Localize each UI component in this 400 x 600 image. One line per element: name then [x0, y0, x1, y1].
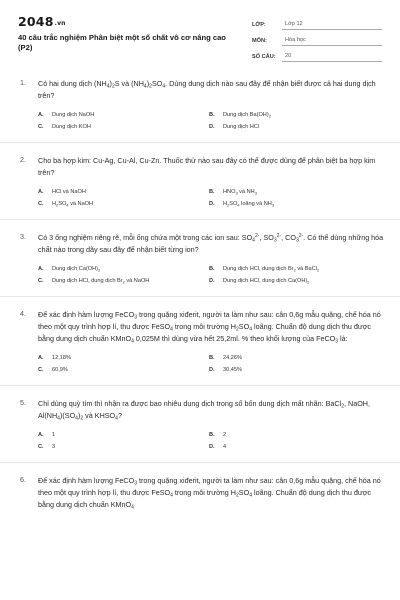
answer-option[interactable] [209, 444, 380, 450]
question-item [0, 297, 400, 386]
question-number: 2. [20, 155, 26, 164]
answer-option[interactable] [38, 278, 209, 284]
answer-option[interactable] [209, 432, 380, 438]
option-text: Dung dịch HCl [223, 124, 260, 130]
answer-options [38, 355, 384, 385]
question-number: 5. [20, 398, 26, 407]
option-letter: D. [209, 201, 215, 207]
question-item [0, 463, 400, 511]
question-number: 4. [20, 309, 26, 318]
answer-options [38, 432, 384, 462]
option-letter: B. [209, 432, 215, 438]
answer-option[interactable] [38, 112, 209, 118]
question-text: Để xác định hàm lượng FeCO$_3$ trong quặng xiđerit, người ta làm như sau: cân 0,6g mẫu quặng, chế hóa nó theo một quy trình hợp lí, thu được FeSO$_4$ trong môi trường $H_2SO_4$ loãng. Chuẩn độ dung dịch thu được bằng dung dịch chuẩn KMnO$_4$ 0,025M thì dùng vừa hết 25,2ml. % theo khối lượng của FeCO$_3$ là: [38, 310, 381, 345]
option-letter: D. [209, 444, 215, 450]
answer-options [38, 189, 384, 219]
option-text: Dung dịch $Ca(OH)_2$ [52, 266, 101, 273]
option-text: 24,26% [223, 355, 242, 361]
question-list [0, 78, 400, 511]
answer-option[interactable] [209, 189, 380, 195]
option-text: HCl và NaOH [52, 189, 86, 195]
option-text: 4 [223, 444, 227, 450]
option-text: 1 [52, 432, 56, 438]
option-letter: A. [38, 355, 44, 361]
option-text: 3 [52, 444, 56, 450]
question-number: 1. [20, 78, 26, 87]
option-letter: B. [209, 112, 215, 118]
option-text: Dung dịch KOH [52, 124, 91, 130]
option-text: $H_2SO_4$ loãng và $NH_3$ [223, 201, 275, 208]
meta-row-count [252, 46, 382, 62]
option-text: 2 [223, 432, 227, 438]
answer-option[interactable] [38, 124, 209, 130]
meta-info [252, 14, 382, 62]
answer-option[interactable] [209, 278, 380, 284]
option-text: 60,9% [52, 367, 68, 373]
answer-option[interactable] [209, 355, 380, 361]
answer-option[interactable] [38, 201, 209, 207]
question-number: 6. [20, 475, 26, 484]
option-letter: B. [209, 189, 215, 195]
logo-text: 2048 [18, 14, 54, 29]
answer-option[interactable] [38, 367, 209, 373]
option-text: 12,18% [52, 355, 71, 361]
question-item [0, 78, 400, 143]
question-number: 3. [20, 232, 26, 241]
option-letter: C. [38, 367, 44, 373]
answer-option[interactable] [209, 112, 380, 118]
meta-row-class [252, 14, 382, 30]
option-text: Dung dịch $Ba(OH)_2$ [223, 112, 271, 119]
option-letter: A. [38, 189, 44, 195]
option-letter: D. [209, 124, 215, 130]
meta-label: LỚP: [252, 22, 266, 28]
option-letter: A. [38, 112, 44, 118]
question-item [0, 143, 400, 220]
option-letter: B. [209, 266, 215, 272]
option-text: Dung dịch NaOH [52, 112, 95, 118]
meta-row-subject [252, 30, 382, 46]
question-text: Chỉ dùng quỳ tím thì nhận ra được bao nhiêu dung dịch trong số bốn dung dịch mất nhãn: BaCl$_2$, NaOH, $Al(NH_4)(SO_4)_2$ và $KHSO_4$? [38, 399, 370, 422]
option-letter: B. [209, 355, 215, 361]
option-text: $H_2SO_4$ và NaOH [52, 201, 94, 208]
option-text: $HNO_3$ và $NH_3$ [223, 189, 257, 196]
page-title: 40 câu trắc nghiệm Phân biệt một số chất vô cơ nâng cao (P2) [18, 33, 226, 52]
answer-option[interactable] [38, 189, 209, 195]
option-letter: C. [38, 444, 44, 450]
option-text: Dung dịch HCl, dung dịch $Br_2$ và NaOH [52, 278, 150, 285]
answer-options [38, 112, 384, 142]
meta-label: SỐ CÂU: [252, 54, 276, 60]
question-text: Có hai dung dịch $(NH_4)_2S$ và $(NH_4)_2SO_4$. Dùng dung dịch nào sau đây để nhận biết được cả hai dung dịch trên? [38, 79, 376, 100]
option-text: 30,45% [223, 367, 242, 373]
answer-option[interactable] [209, 367, 380, 373]
logo-suffix: .vn [54, 20, 66, 27]
answer-option[interactable] [209, 266, 380, 272]
answer-option[interactable] [209, 201, 380, 207]
option-letter: C. [38, 278, 44, 284]
answer-option[interactable] [38, 266, 209, 272]
answer-option[interactable] [209, 124, 380, 130]
question-text: Để xác định hàm lượng FeCO$_3$ trong quặng xiđerit, người ta làm như sau: cân 0,6g mẫu quặng, chế hóa nó theo một quy trình hợp lí, thu được FeSO$_4$ trong môi trường $H_2SO_4$ loãng. Chuẩn độ dung dịch thu được bằng dung dịch chuẩn KMnO$_4$ [38, 476, 381, 511]
question-item [0, 386, 400, 463]
answer-options [38, 266, 384, 296]
meta-value: 20 [282, 53, 382, 62]
option-letter: D. [209, 367, 215, 373]
option-letter: A. [38, 266, 44, 272]
meta-label: MÔN: [252, 38, 267, 44]
question-text: Có 3 ống nghiệm riêng rẽ, mỗi ống chứa một trong các ion sau: $SO_4^{2-}$, $SO_3^{2-}$, $CO_3^{2-}$. Có thể dùng những hóa chất nào trong dãy sau đây để nhận biết từng ion? [38, 233, 384, 254]
answer-option[interactable] [38, 432, 209, 438]
question-text: Cho ba hợp kim: Cu-Ag, Cu-Al, Cu-Zn. Thuốc thử nào sau đây có thể được dùng để phân biệt ba hợp kim trên? [38, 156, 376, 177]
meta-value: Hóa học [282, 37, 382, 46]
answer-option[interactable] [38, 355, 209, 361]
option-letter: C. [38, 201, 44, 207]
option-text: Dung dịch HCl, dung dịch $Br_2$ và BaCl$_2$ [223, 266, 320, 273]
option-letter: C. [38, 124, 44, 130]
meta-value: Lớp 12 [282, 21, 382, 30]
answer-option[interactable] [38, 444, 209, 450]
site-logo[interactable] [18, 14, 66, 29]
option-letter: A. [38, 432, 44, 438]
question-item [0, 220, 400, 297]
document-header [0, 0, 400, 66]
option-text: Dung dịch HCl, dung dịch $Ca(OH)_2$ [223, 278, 310, 285]
option-letter: D. [209, 278, 215, 284]
